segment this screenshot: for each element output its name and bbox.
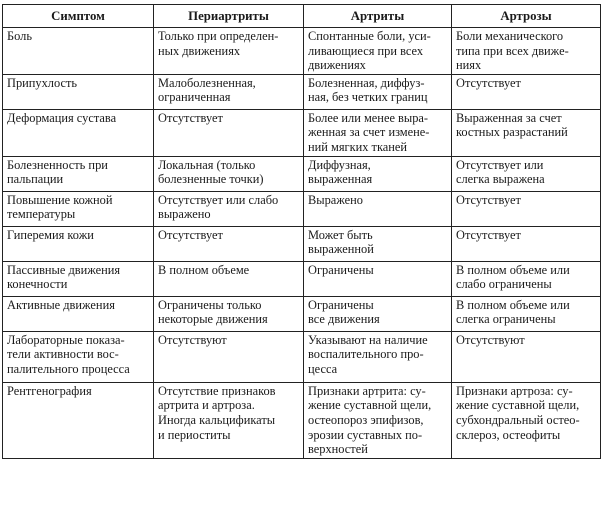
cell-text-line: палительного процесса xyxy=(7,361,130,376)
symptom-comparison-table xyxy=(2,4,601,459)
table-row xyxy=(3,156,601,191)
cell-text-line: Выражено xyxy=(308,192,364,207)
cell-text-line: болезненные точки) xyxy=(158,172,264,187)
arthritis-cell xyxy=(304,296,452,331)
cell-text-line: Отсутствуют xyxy=(456,332,525,347)
cell-text-line: некоторые движения xyxy=(158,312,268,327)
cell-text-line: В полном объеме или xyxy=(456,262,570,277)
periarthritis-cell xyxy=(154,156,304,191)
cell-text-line: температуры xyxy=(7,207,76,222)
cell-text-line: Припухлость xyxy=(7,75,78,90)
cell-text-line: эрозии суставных по- xyxy=(308,427,423,442)
cell-text-line: Боли механического xyxy=(456,29,564,43)
table-header xyxy=(3,5,601,28)
cell-text-line: ниях xyxy=(456,58,482,73)
symptom-cell xyxy=(3,28,154,75)
arthrosis-cell xyxy=(452,191,601,226)
header-arthrosis: Артрозы xyxy=(452,5,601,28)
periarthritis-cell xyxy=(154,74,304,109)
periarthritis-cell xyxy=(154,382,304,458)
header-row xyxy=(3,5,601,28)
symptom-cell xyxy=(3,261,154,296)
table-row xyxy=(3,74,601,109)
arthritis-cell xyxy=(304,74,452,109)
header-symptom: Симптом xyxy=(3,5,154,28)
cell-text-line: цесса xyxy=(308,361,338,376)
arthritis-cell xyxy=(304,226,452,261)
arthrosis-cell xyxy=(452,226,601,261)
arthrosis-cell xyxy=(452,28,601,75)
cell-text-line: Признаки артрита: су- xyxy=(308,383,426,398)
table-row xyxy=(3,191,601,226)
cell-text-line: Отсутствует xyxy=(456,192,521,207)
cell-text-line: Малоболезненная, xyxy=(158,75,256,90)
arthrosis-cell xyxy=(452,331,601,382)
cell-text-line: Указывают на наличие xyxy=(308,332,428,347)
arthritis-cell xyxy=(304,331,452,382)
cell-text-line: слабо ограничены xyxy=(456,277,552,292)
cell-text-line: Болезненность при xyxy=(7,157,108,172)
cell-text-line: Лабораторные показа- xyxy=(7,332,125,347)
table-row xyxy=(3,109,601,156)
periarthritis-cell xyxy=(154,191,304,226)
cell-text-line: Спонтанные боли, уси- xyxy=(308,29,431,43)
periarthritis-cell xyxy=(154,331,304,382)
cell-text-line: Ограничены xyxy=(308,262,374,277)
cell-text-line: Активные движения xyxy=(7,297,115,312)
cell-text-line: Выраженная за счет xyxy=(456,110,562,125)
arthritis-cell xyxy=(304,156,452,191)
cell-text-line: Гиперемия кожи xyxy=(7,227,94,242)
table-body xyxy=(3,28,601,459)
cell-text-line: Ограничены xyxy=(308,297,374,312)
cell-text-line: костных разрастаний xyxy=(456,125,568,140)
cell-text-line: конечности xyxy=(7,277,68,292)
cell-text-line: выраженная xyxy=(308,172,373,187)
header-arthritis: Артриты xyxy=(304,5,452,28)
arthritis-cell xyxy=(304,261,452,296)
cell-text-line: Отсутствует или слабо xyxy=(158,192,279,207)
cell-text-line: Пассивные движения xyxy=(7,262,121,277)
cell-text-line: все движения xyxy=(308,312,380,327)
cell-text-line: типа при всех движе- xyxy=(456,43,569,58)
periarthritis-cell xyxy=(154,296,304,331)
cell-text-line: ная, без четких границ xyxy=(308,90,428,105)
cell-text-line: слегка выражена xyxy=(456,172,545,187)
table-row xyxy=(3,28,601,75)
symptom-cell xyxy=(3,191,154,226)
periarthritis-cell xyxy=(154,226,304,261)
cell-text-line: верхностей xyxy=(308,442,368,457)
header-periarthritis: Периартриты xyxy=(154,5,304,28)
periarthritis-cell xyxy=(154,261,304,296)
arthrosis-cell xyxy=(452,261,601,296)
cell-text-line: ний мягких тканей xyxy=(308,139,408,154)
symptom-cell xyxy=(3,226,154,261)
cell-text-line: Отсутствует xyxy=(158,227,223,242)
symptom-cell xyxy=(3,74,154,109)
cell-text-line: воспалительного про- xyxy=(308,347,424,362)
table-row xyxy=(3,331,601,382)
cell-text-line: и периоститы xyxy=(158,427,231,442)
table-row xyxy=(3,261,601,296)
arthrosis-cell xyxy=(452,156,601,191)
cell-text-line: пальпации xyxy=(7,172,64,187)
cell-text-line: В полном объеме xyxy=(158,262,250,277)
cell-text-line: Отсутствует xyxy=(456,75,521,90)
cell-text-line: Отсутствует xyxy=(456,227,521,242)
symptom-cell xyxy=(3,331,154,382)
arthritis-cell xyxy=(304,28,452,75)
cell-text-line: Боль xyxy=(7,29,32,43)
cell-text-line: Рентгенография xyxy=(7,383,92,398)
arthrosis-cell xyxy=(452,74,601,109)
cell-text-line: женная за счет измене- xyxy=(308,125,430,140)
table-row xyxy=(3,382,601,458)
cell-text-line: склероз, остеофиты xyxy=(456,427,561,442)
cell-text-line: слегка ограничены xyxy=(456,312,556,327)
cell-text-line: Только при определен- xyxy=(158,29,279,43)
cell-text-line: ливающиеся при всех xyxy=(308,43,424,58)
periarthritis-cell xyxy=(154,28,304,75)
cell-text-line: субхондральный остео- xyxy=(456,412,580,427)
cell-text-line: движениях xyxy=(308,58,366,73)
cell-text-line: ограниченная xyxy=(158,90,231,105)
arthrosis-cell xyxy=(452,109,601,156)
symptom-cell xyxy=(3,382,154,458)
cell-text-line: артрита и артроза. xyxy=(158,398,255,413)
symptom-cell xyxy=(3,156,154,191)
cell-text-line: тели активности вос- xyxy=(7,347,119,362)
cell-text-line: Отсутствует или xyxy=(456,157,544,172)
cell-text-line: Иногда кальцификаты xyxy=(158,412,276,427)
cell-text-line: Болезненная, диффуз- xyxy=(308,75,425,90)
cell-text-line: Ограничены только xyxy=(158,297,262,312)
table-row xyxy=(3,226,601,261)
cell-text-line: Локальная (только xyxy=(158,157,256,172)
cell-text-line: остеопороз эпифизов, xyxy=(308,412,424,427)
cell-text-line: выраженной xyxy=(308,242,374,257)
periarthritis-cell xyxy=(154,109,304,156)
cell-text-line: Отсутствуют xyxy=(158,332,227,347)
cell-text-line: выражено xyxy=(158,207,211,222)
cell-text-line: жение суставной щели, xyxy=(456,398,580,413)
cell-text-line: Признаки артроза: су- xyxy=(456,383,573,398)
arthritis-cell xyxy=(304,191,452,226)
cell-text-line: Может быть xyxy=(308,227,373,242)
arthritis-cell xyxy=(304,382,452,458)
cell-text-line: Более или менее выра- xyxy=(308,110,429,125)
cell-text-line: жение суставной щели, xyxy=(308,398,432,413)
cell-text-line: В полном объеме или xyxy=(456,297,570,312)
arthrosis-cell xyxy=(452,296,601,331)
cell-text-line: Отсутствие признаков xyxy=(158,383,276,398)
arthrosis-cell xyxy=(452,382,601,458)
cell-text-line: Повышение кожной xyxy=(7,192,113,207)
arthritis-cell xyxy=(304,109,452,156)
cell-text-line: Диффузная, xyxy=(308,157,371,172)
cell-text-line: ных движениях xyxy=(158,43,241,58)
cell-text-line: Деформация сустава xyxy=(7,110,117,125)
table-row xyxy=(3,296,601,331)
symptom-cell xyxy=(3,109,154,156)
symptom-cell xyxy=(3,296,154,331)
cell-text-line: Отсутствует xyxy=(158,110,223,125)
